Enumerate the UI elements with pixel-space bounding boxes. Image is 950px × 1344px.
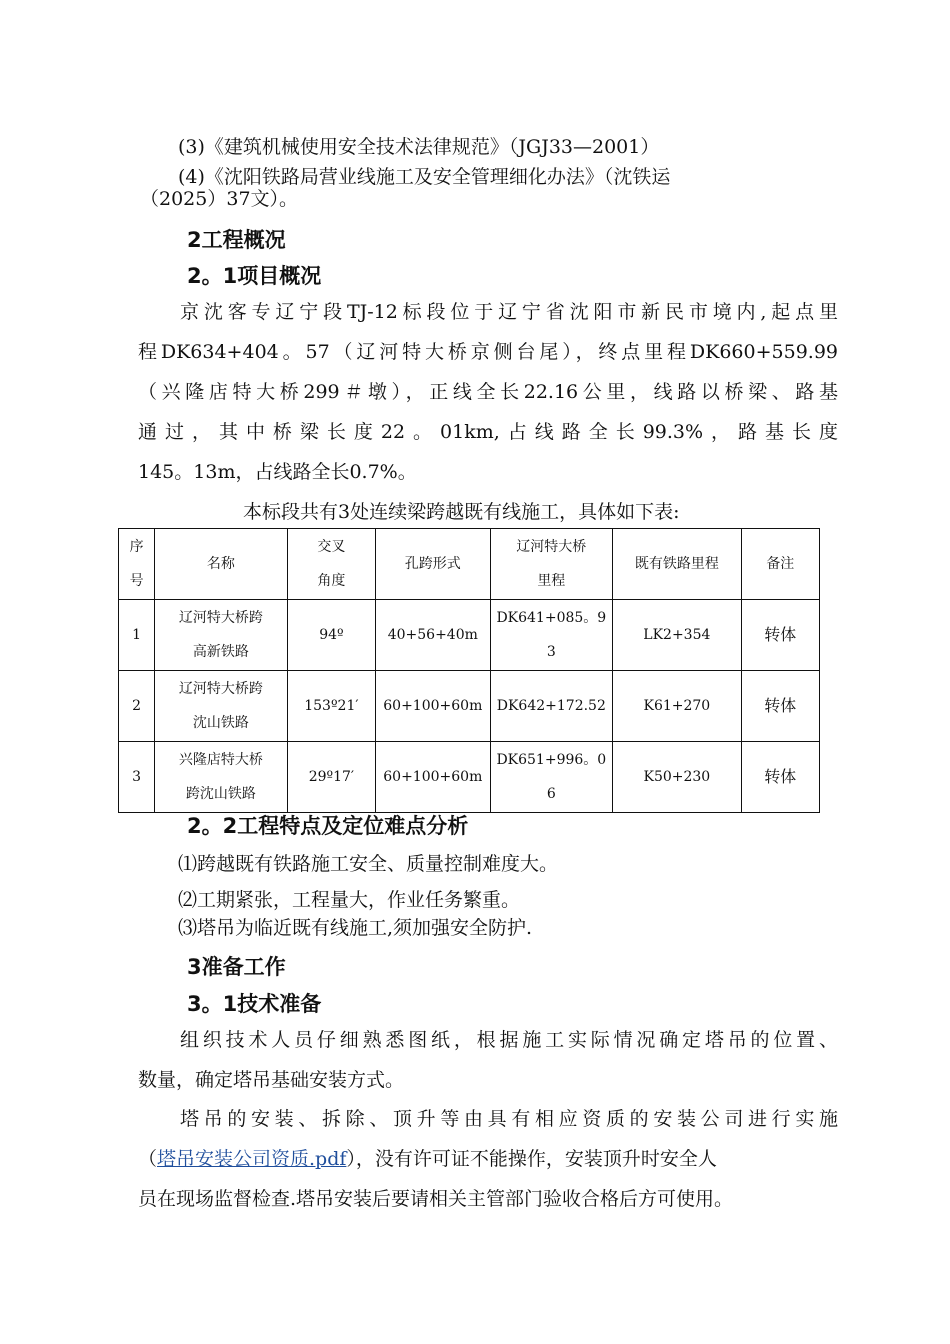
reference-3: (3)《建筑机械使用安全技术法律规范》（JGJ33—2001） — [178, 136, 660, 158]
point-3: ⑶塔吊为临近既有线施工,须加强安全防护. — [178, 917, 533, 939]
section-2-1-title: 2。1项目概况 — [187, 264, 322, 288]
cell-note: 转体 — [741, 671, 819, 742]
reference-4-cont: （2025）37文）。 — [140, 188, 299, 210]
table-row — [119, 671, 820, 742]
cell-angle: 29º17′ — [287, 742, 375, 813]
cell-mileage: DK651+996。0 6 — [490, 742, 613, 813]
header-span: 孔跨形式 — [376, 529, 490, 600]
header-name: 名称 — [155, 529, 288, 600]
cell-no: 2 — [119, 671, 155, 742]
cell-no: 1 — [119, 600, 155, 671]
cell-span: 40+56+40m — [376, 600, 490, 671]
cell-note: 转体 — [741, 742, 819, 813]
table-header-row — [119, 529, 820, 600]
header-no: 序 号 — [119, 529, 155, 600]
cell-name: 辽河特大桥跨 高新铁路 — [155, 600, 288, 671]
s3-para2-line3: 员在现场监督检查.塔吊安装后要请相关主管部门验收合格后方可使用。 — [138, 1188, 734, 1210]
cell-mileage: DK641+085。9 3 — [490, 600, 613, 671]
section-3-title: 3准备工作 — [187, 955, 286, 979]
cell-no: 3 — [119, 742, 155, 813]
para-line-5: 145。13m，占线路全长0.7%。 — [138, 461, 417, 483]
s3-para1-line1: 组织技术人员仔细熟悉图纸，根据施工实际情况确定塔吊的位置、 — [180, 1029, 838, 1051]
cell-note: 转体 — [741, 600, 819, 671]
table-row — [119, 742, 820, 813]
s3-para2-line2: （塔吊安装公司资质.pdf），没有许可证不能操作，安装顶升时安全人 — [138, 1148, 717, 1170]
cell-span: 60+100+60m — [376, 671, 490, 742]
header-mileage: 辽河特大桥 里程 — [490, 529, 613, 600]
section-2-title: 2工程概况 — [187, 228, 286, 252]
s3-para1-line2: 数量，确定塔吊基础安装方式。 — [138, 1069, 405, 1091]
cell-mileage: DK642+172.52 — [490, 671, 613, 742]
cell-angle: 94º — [287, 600, 375, 671]
cell-name: 兴隆店特大桥 跨沈山铁路 — [155, 742, 288, 813]
para-line-3: （兴隆店特大桥299＃墩），正线全长22.16公里，线路以桥梁、路基 — [138, 381, 838, 403]
cell-span: 60+100+60m — [376, 742, 490, 813]
qualification-pdf-link[interactable]: 塔吊安装公司资质.pdf — [157, 1148, 347, 1170]
cell-name: 辽河特大桥跨 沈山铁路 — [155, 671, 288, 742]
cell-angle: 153º21′ — [287, 671, 375, 742]
table-intro: 本标段共有3处连续梁跨越既有线施工，具体如下表: — [243, 501, 680, 523]
cell-rail: K50+230 — [613, 742, 742, 813]
header-rail: 既有铁路里程 — [613, 529, 742, 600]
header-angle: 交叉 角度 — [287, 529, 375, 600]
s3-para2-line1: 塔吊的安装、拆除、顶升等由具有相应资质的安装公司进行实施 — [180, 1108, 838, 1130]
point-1: ⑴跨越既有铁路施工安全、质量控制难度大。 — [178, 853, 559, 875]
point-2: ⑵工期紧张，工程量大，作业任务繁重。 — [178, 889, 521, 911]
table-row — [119, 600, 820, 671]
reference-4: (4)《沈阳铁路局营业线施工及安全管理细化办法》（沈铁运 — [178, 166, 671, 188]
para-line-2: 程DK634+404。57（辽河特大桥京侧台尾），终点里程DK660+559.99 — [138, 341, 838, 363]
section-3-1-title: 3。1技术准备 — [187, 992, 322, 1016]
section-2-2-title: 2。2工程特点及定位难点分析 — [187, 814, 469, 838]
cell-rail: LK2+354 — [613, 600, 742, 671]
crossing-table — [118, 528, 820, 813]
cell-rail: K61+270 — [613, 671, 742, 742]
para-line-1: 京沈客专辽宁段TJ-12标段位于辽宁省沈阳市新民市境内,起点里 — [180, 301, 838, 323]
para-line-4: 通过，其中桥梁长度22。01km,占线路全长99.3%，路基长度 — [138, 421, 838, 443]
header-note: 备注 — [741, 529, 819, 600]
